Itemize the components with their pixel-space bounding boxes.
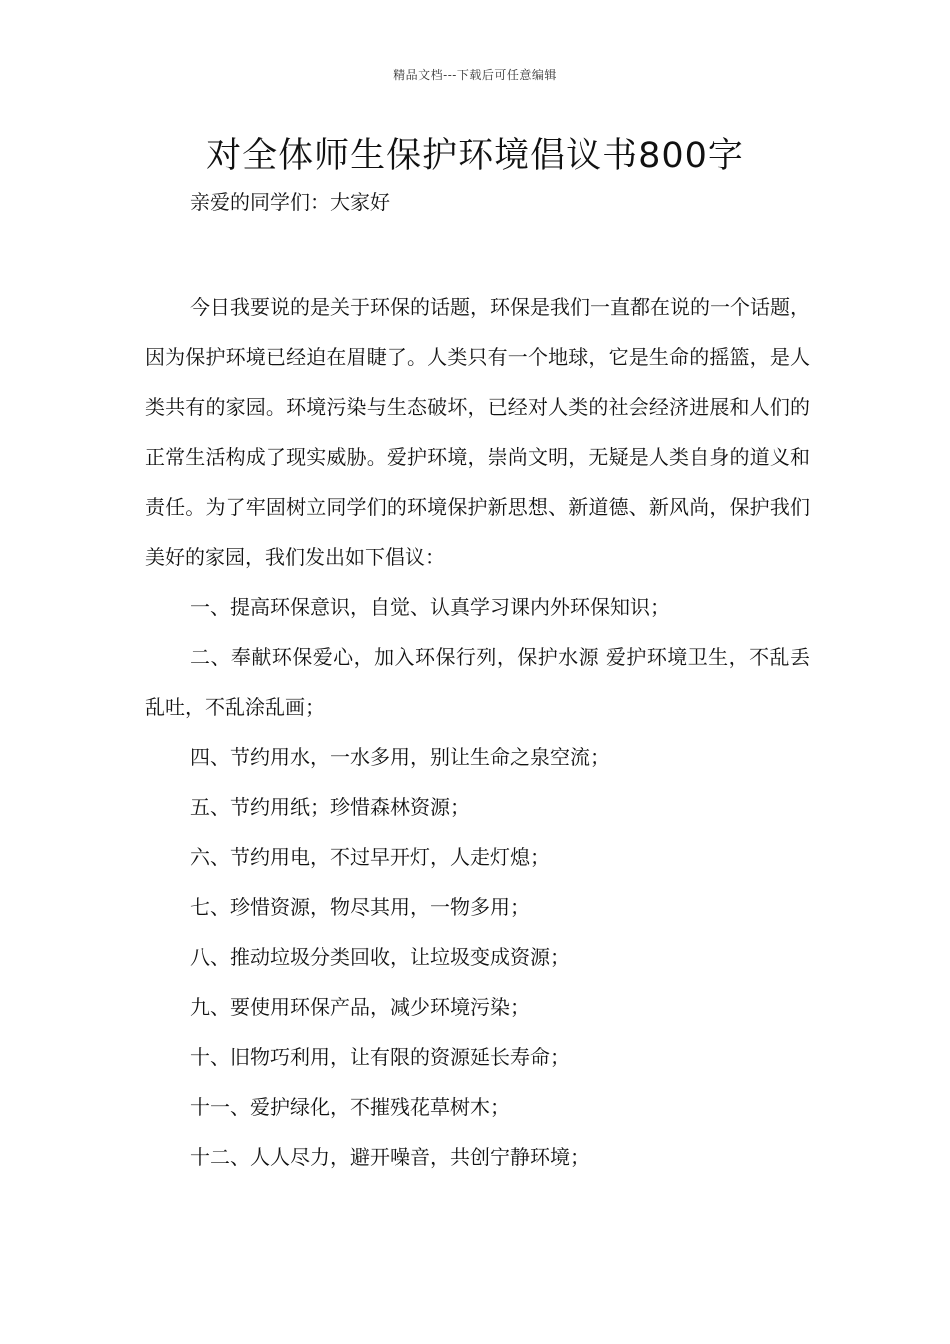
header-note: 精品文档---下载后可任意编辑	[393, 68, 557, 82]
greeting: 亲爱的同学们：大家好	[190, 190, 390, 214]
document-body	[145, 282, 810, 1182]
list-item: 一、提高环保意识，自觉、认真学习课内外环保知识；	[190, 595, 670, 619]
list-item: 四、节约用水，一水多用，别让生命之泉空流；	[190, 745, 610, 769]
list-item: 十一、爱护绿化，不摧残花草树木；	[190, 1095, 510, 1119]
list-item: 八、推动垃圾分类回收，让垃圾变成资源；	[190, 945, 570, 969]
list-item: 十二、人人尽力，避开噪音，共创宁静环境；	[190, 1145, 590, 1169]
list-item: 六、节约用电，不过早开灯，人走灯熄；	[190, 845, 550, 869]
intro-paragraph: 今日我要说的是关于环保的话题，环保是我们一直都在说的一个话题，因为保护环境已经迫在眉睫了。人类只有一个地球，它是生命的摇篮，是人类共有的家园。环境污染与生态破坏，已经对人类的社会经济进展和人们的正常生活构成了现实威胁。爱护环境，崇尚文明，无疑是人类自身的道义和责任。为了牢固树立同学们的环境保护新思想、新道德、新风尚，保护我们美好的家园，我们发出如下倡议：	[145, 295, 810, 569]
document-title: 对全体师生保护环境倡议书800字	[206, 136, 744, 176]
list-item: 九、要使用环保产品，减少环境污染；	[190, 995, 530, 1019]
list-item: 七、珍惜资源，物尽其用，一物多用；	[190, 895, 530, 919]
list-item: 五、节约用纸；珍惜森林资源；	[190, 795, 470, 819]
list-item: 十、旧物巧利用，让有限的资源延长寿命；	[190, 1045, 570, 1069]
list-item: 二、奉献环保爱心，加入环保行列，保护水源 爱护环境卫生，不乱丢乱吐，不乱涂乱画；	[145, 645, 810, 719]
